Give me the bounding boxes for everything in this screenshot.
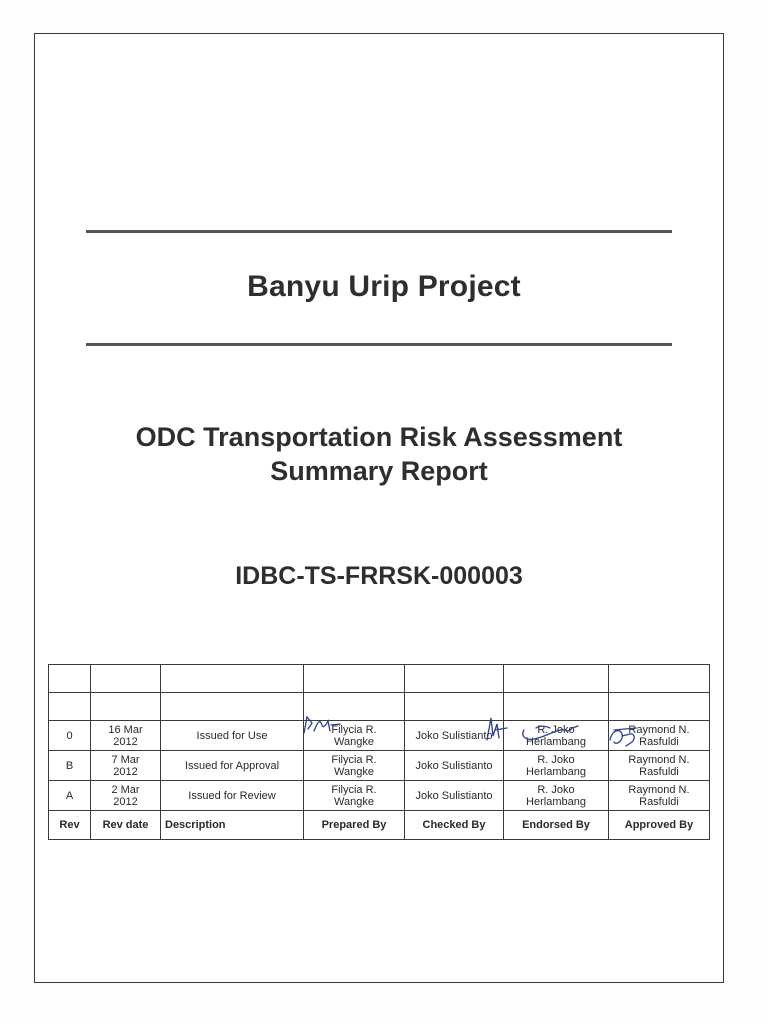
rev-cell: 0 xyxy=(49,721,91,751)
approved-by-cell: Raymond N. Rasfuldi xyxy=(609,781,710,811)
blank-row xyxy=(49,665,710,693)
rev-cell: A xyxy=(49,781,91,811)
revision-row xyxy=(49,751,710,781)
prepared-by-cell: Filycia R. Wangke xyxy=(304,751,405,781)
document-number: IDBC-TS-FRRSK-000003 xyxy=(235,562,523,590)
rev-header: Rev xyxy=(49,811,91,840)
description-cell: Issued for Approval xyxy=(161,751,304,781)
prepared-by-cell: Filycia R. Wangke xyxy=(304,781,405,811)
description-cell: Issued for Review xyxy=(161,781,304,811)
prepared-by-header: Prepared By xyxy=(304,811,405,840)
approved-by-cell: Raymond N. Rasfuldi xyxy=(609,721,710,751)
title-top-rule xyxy=(86,230,672,233)
revision-table-header xyxy=(49,811,710,840)
revision-table xyxy=(48,664,710,840)
report-title-line-1: ODC Transportation Risk Assessment xyxy=(135,422,623,452)
checked-by-header: Checked By xyxy=(405,811,504,840)
rev-date-cell: 16 Mar 2012 xyxy=(91,721,161,751)
endorsed-by-header: Endorsed By xyxy=(504,811,609,840)
revision-row xyxy=(49,781,710,811)
rev-date-cell: 2 Mar 2012 xyxy=(91,781,161,811)
description-cell: Issued for Use xyxy=(161,721,304,751)
rev-date-cell: 7 Mar 2012 xyxy=(91,751,161,781)
page-border xyxy=(34,33,724,983)
checked-by-cell: Joko Sulistianto xyxy=(405,721,504,751)
endorsed-by-cell: R. Joko Herlambang xyxy=(504,721,609,751)
prepared-by-cell: Filycia R. Wangke xyxy=(304,721,405,751)
report-title-line-2: Summary Report xyxy=(270,456,488,486)
endorsed-by-cell: R. Joko Herlambang xyxy=(504,751,609,781)
checked-by-cell: Joko Sulistianto xyxy=(405,751,504,781)
endorsed-by-cell: R. Joko Herlambang xyxy=(504,781,609,811)
approved-by-cell: Raymond N. Rasfuldi xyxy=(609,751,710,781)
blank-row xyxy=(49,693,710,721)
rev-date-header: Rev date xyxy=(91,811,161,840)
revision-row xyxy=(49,721,710,751)
description-header: Description xyxy=(161,811,304,840)
project-title: Banyu Urip Project xyxy=(247,270,521,303)
title-bottom-rule xyxy=(86,343,672,346)
approved-by-header: Approved By xyxy=(609,811,710,840)
rev-cell: B xyxy=(49,751,91,781)
checked-by-cell: Joko Sulistianto xyxy=(405,781,504,811)
report-title xyxy=(0,420,758,488)
